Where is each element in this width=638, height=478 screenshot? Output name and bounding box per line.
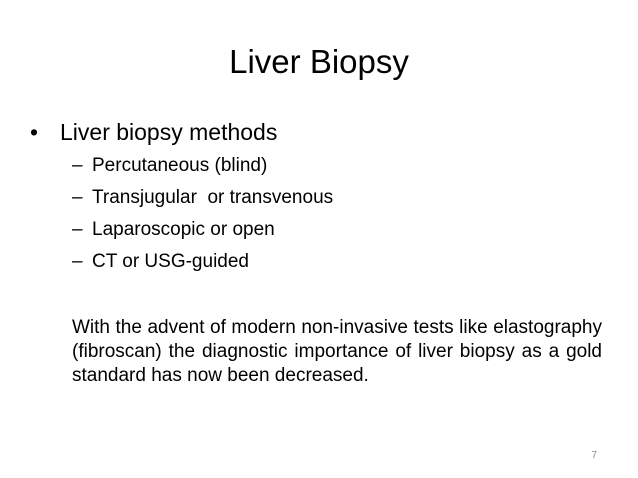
dash-marker: – [72,187,83,208]
bullet-marker: • [30,119,39,145]
dash-marker: – [72,219,83,240]
page-number: 7 [591,450,597,461]
sub-bullet-item [72,150,333,182]
dash-marker: – [72,155,83,176]
main-bullet-text: Liver biopsy methods [60,119,278,145]
sub-bullet-text: Laparoscopic or open [92,219,275,240]
sub-bullet-item [72,246,333,278]
sub-bullet-item [72,214,333,246]
body-paragraph: With the advent of modern non-invasive tests like elastography (fibroscan) the diagnostic importance of liver biopsy as a gold standard has now been decreased. [72,317,602,386]
slide-title: Liver Biopsy [229,43,409,80]
dash-marker: – [72,251,83,272]
sub-bullet-text: Transjugular or transvenous [92,187,334,208]
sub-bullet-item [72,182,333,214]
sub-bullet-text: CT or USG-guided [92,251,249,272]
sub-bullet-list [72,150,333,278]
sub-bullet-text: Percutaneous (blind) [92,155,268,176]
main-bullet [30,117,277,147]
